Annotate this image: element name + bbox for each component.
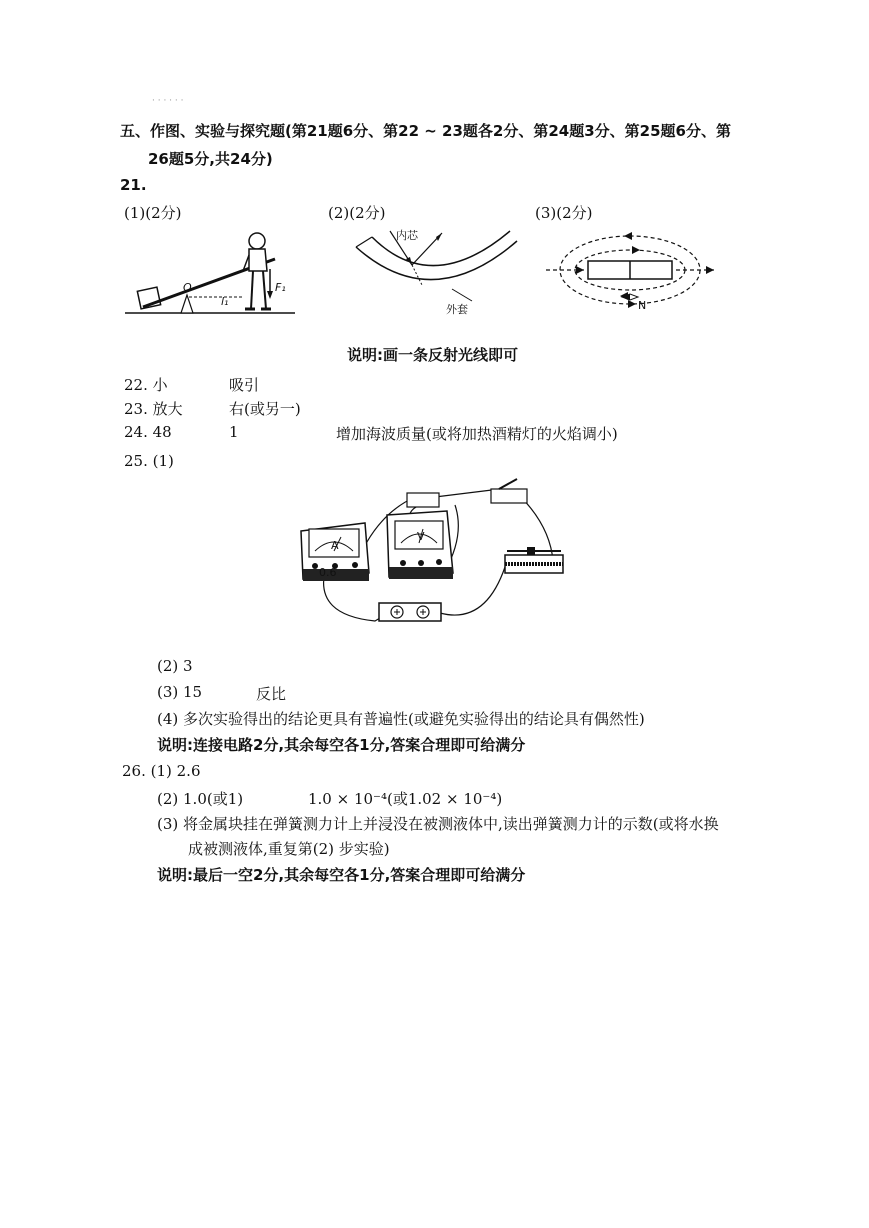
lever-arm-label: l₁ — [221, 295, 229, 308]
q25-part2: (2) 3 — [157, 657, 193, 675]
q26-part1: 26. (1) 2.6 — [122, 762, 201, 780]
magnet-field-figure — [540, 225, 720, 315]
scan-dots: · · · · · · — [152, 96, 184, 106]
section-heading-line2: 26题5分,共24分) — [148, 150, 273, 168]
q21-part3-label: (3)(2分) — [535, 204, 593, 222]
lever-figure — [125, 225, 305, 325]
fiber-core-label: 内芯 — [396, 229, 418, 242]
compass-north-label: N — [638, 299, 647, 312]
q26-part2a: (2) 1.0(或1) — [157, 790, 244, 808]
ammeter-icon — [301, 523, 369, 581]
q26-part2b: 1.0 × 10⁻⁴(或1.02 × 10⁻⁴) — [308, 790, 503, 808]
q21-note: 说明:画一条反射光线即可 — [347, 346, 518, 364]
battery-icon — [379, 603, 441, 621]
q24-answer2: 1 — [229, 423, 239, 441]
q25-part1: 25. (1) — [124, 452, 174, 470]
q22-answer2: 吸引 — [229, 376, 260, 394]
q21-part2-label: (2)(2分) — [328, 204, 386, 222]
ammeter-range-label: 0.6 — [319, 566, 337, 579]
section-heading-line1: 五、作图、实验与探究题(第21题6分、第22 ~ 23题各2分、第24题3分、第25题6分、第 — [120, 122, 731, 140]
q22-answer1: 22. 小 — [124, 376, 168, 394]
resistor-icon — [407, 493, 439, 507]
q24-answer1: 24. 48 — [124, 423, 172, 441]
person-icon — [243, 233, 271, 309]
lever-force-label: F₁ — [275, 281, 286, 294]
q25-part4: (4) 多次实验得出的结论更具有普遍性(或避免实验得出的结论具有偶然性) — [157, 710, 645, 728]
q25-part3a: (3) 15 — [157, 683, 203, 701]
q25-note: 说明:连接电路2分,其余每空各1分,答案合理即可给满分 — [157, 736, 526, 754]
q25-part3b: 反比 — [256, 685, 287, 703]
ammeter-label: A — [331, 539, 339, 552]
q26-note: 说明:最后一空2分,其余每空各1分,答案合理即可给满分 — [157, 866, 526, 884]
q23-answer2: 右(或另一) — [229, 400, 301, 418]
voltmeter-icon — [387, 511, 453, 579]
switch-icon — [491, 479, 527, 503]
q21-number: 21. — [120, 176, 147, 194]
q26-part3-line1: (3) 将金属块挂在弹簧测力计上并浸没在被测液体中,读出弹簧测力计的示数(或将水换 — [157, 815, 719, 833]
voltmeter-label: V — [417, 530, 425, 543]
q23-answer1: 23. 放大 — [124, 400, 183, 418]
q26-part3-line2: 成被测液体,重复第(2) 步实验) — [188, 840, 390, 858]
fiber-sheath-label: 外套 — [446, 303, 468, 316]
lever-pivot-label: O — [183, 281, 192, 294]
optical-fiber-figure — [352, 225, 522, 320]
rheostat-icon — [505, 547, 563, 573]
q24-answer3: 增加海波质量(或将加热酒精灯的火焰调小) — [336, 425, 618, 443]
q21-part1-label: (1)(2分) — [124, 204, 182, 222]
circuit-figure — [295, 475, 575, 630]
